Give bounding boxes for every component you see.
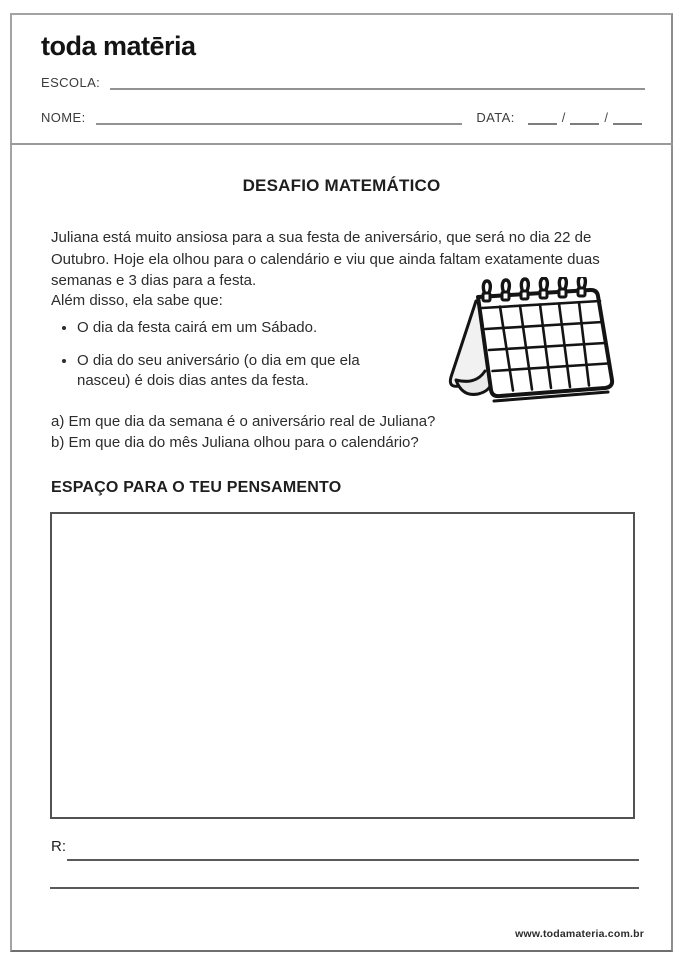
workspace-heading: ESPAÇO PARA O TEU PENSAMENTO — [51, 479, 342, 496]
fact-item: • O dia do seu aniversário (o dia em que ela nasceu) é dois dias antes da festa. — [77, 351, 395, 391]
facts-intro: Além disso, ela sabe que: — [51, 292, 223, 309]
header-divider — [10, 143, 673, 145]
date-slot-month[interactable] — [570, 108, 599, 125]
school-label: ESCOLA: — [41, 75, 101, 90]
answer-line-2[interactable] — [50, 887, 639, 889]
fact-item: • O dia da festa cairá em um Sábado. — [77, 318, 395, 338]
name-label: NOME: — [41, 110, 86, 125]
date-separator: / — [604, 110, 608, 125]
facts-list — [59, 318, 395, 404]
date-separator: / — [561, 110, 566, 125]
school-input-line[interactable] — [110, 73, 645, 90]
brand-logo: toda matēria — [41, 31, 196, 61]
answer-line-1[interactable] — [67, 859, 639, 861]
date-slot-year[interactable] — [613, 108, 642, 125]
date-group — [476, 108, 645, 125]
calendar-icon — [438, 277, 634, 409]
footer-url: www.todamateria.com.br — [515, 928, 644, 940]
date-slot-day[interactable] — [528, 108, 557, 125]
name-row — [41, 108, 645, 125]
page-title: DESAFIO MATEMÁTICO — [242, 176, 441, 195]
worksheet-page — [10, 13, 673, 952]
intro-paragraph: Juliana está muito ansiosa para a sua festa de aniversário, que será no dia 22 de Outubro. Hoje ela olhou para o calendário e viu que ainda faltam exatamente duas semanas e 3 dias para a festa. — [51, 229, 600, 289]
answer-label: R: — [51, 838, 66, 855]
date-label: DATA: — [476, 110, 515, 125]
question-a: a) Em que dia da semana é o aniversário real de Juliana? — [51, 413, 436, 430]
workspace-box[interactable] — [50, 512, 635, 819]
school-row — [41, 73, 645, 90]
questions-block — [51, 411, 611, 453]
name-input-line[interactable] — [96, 108, 463, 125]
question-b: b) Em que dia do mês Juliana olhou para o calendário? — [51, 434, 419, 451]
